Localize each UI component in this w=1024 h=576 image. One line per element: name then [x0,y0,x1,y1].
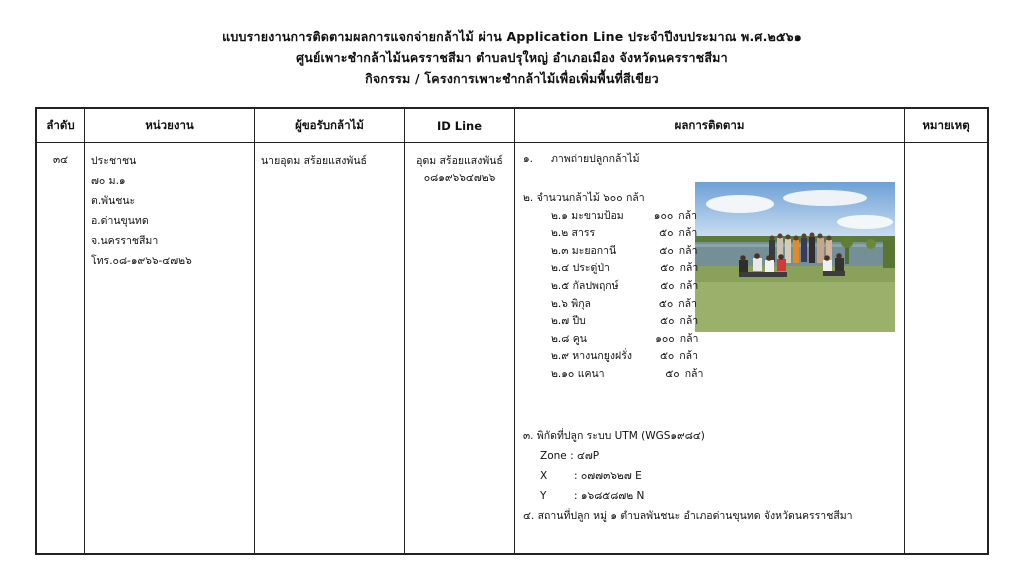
plant-no: ๒.๖ [551,297,568,310]
plant-unit: กล้า [678,244,698,257]
plant-no: ๒.๒ [551,227,569,240]
plant-unit: กล้า [679,262,699,275]
report-activity: กิจกรรม / โครงการเพาะชำกล้าไม้เพื่อเพิ่มพื้นที่สีเขียว [365,71,659,86]
plant-qty: ๕๐ [658,297,674,310]
gps-title: ๓. พิกัดที่ปลูก ระบบ UTM (WGS๑๙๘๔) [523,430,705,442]
plant-name: ประดู่ป่า [572,262,610,275]
report-header [0,26,1024,89]
cell-result [515,143,905,554]
list-item [523,348,703,366]
plant-no: ๒.๙ [551,350,569,363]
plant-no: ๒.๗ [551,315,570,328]
gps-section [523,426,853,526]
report-table [36,108,988,554]
plant-list [523,190,703,384]
agency-line: อ.ด่านขุนทด [91,215,149,227]
requester-name: นายอุดม สร้อยแสงพันธ์ [261,155,367,167]
gps-x [523,466,853,486]
gps-zone: Zone : ๔๗P [540,450,600,462]
report-title: แบบรายงานการติดตามผลการแจกจ่ายกล้าไม้ ผ่าน Application Line ประจำปีงบประมาณ พ.ศ.๒๕๖๑ [222,29,802,44]
plant-qty: ๕๐ [660,262,675,275]
plant-no: ๒.๕ [551,279,570,292]
plant-qty: ๕๐ [659,350,675,363]
table-header-row [37,109,988,143]
col-header-seq: ลำดับ [37,109,85,143]
report-center-name: ศูนย์เพาะชำกล้าไม้นครราชสีมา ตำบลปรุใหญ่ อำเภอเมือง จังหวัดนครราชสีมา [296,50,728,65]
plant-name: มะยอกานี [571,244,617,257]
col-header-note: หมายเหตุ [905,109,988,143]
list-item [523,208,703,226]
plant-name: มะขามป้อม [571,209,624,222]
col-header-requester: ผู้ขอรับกล้าไม้ [255,109,405,143]
list-item [523,260,703,278]
plant-no: ๒.๓ [551,244,569,257]
plant-no: ๒.๑ [551,209,568,222]
plant-qty: ๕๐ [660,315,675,328]
plant-name: ปีบ [572,315,586,328]
planting-location: ๔. สถานที่ปลูก หมู่ ๑ ตำบลพันชนะ อำเภอด่านขุนทด จังหวัดนครราชสีมา [523,510,853,522]
plant-no: ๒.๑๐ [551,367,575,380]
plant-unit: กล้า [679,332,699,345]
cell-requester [255,143,405,554]
plant-qty: ๑๐๐ [653,209,674,222]
plant-unit: กล้า [679,350,698,363]
plant-no: ๒.๘ [551,332,570,345]
report-table-container [35,107,989,555]
gps-x-value: : ๐๗๗๓๖๒๗ E [574,470,642,482]
cell-seq: ๓๔ [37,143,85,554]
plant-qty: ๕๐ [659,227,674,240]
id-line-number: ๐๘๑๙๖๖๔๗๒๖ [423,172,496,184]
gps-y-value: : ๑๖๘๕๘๗๒ N [574,490,645,502]
plant-name: คูน [572,332,587,345]
plant-unit: กล้า [678,297,697,310]
list-item [523,331,703,349]
col-header-agency: หน่วยงาน [85,109,255,143]
plant-unit: กล้า [678,227,698,240]
id-line-name: อุดม สร้อยแสงพันธ์ [416,155,503,167]
plant-unit: กล้า [679,279,699,292]
plant-unit: กล้า [678,209,697,222]
gps-x-label: X [540,470,548,482]
plant-unit: กล้า [684,367,704,380]
cell-agency [85,143,255,554]
list-item [523,278,703,296]
list-item [523,366,703,384]
result-photo-heading [523,151,640,167]
plant-name: หางนกยูงฝรั่ง [572,350,632,363]
col-header-result: ผลการติดตาม [515,109,905,143]
agency-line: จ.นครราชสีมา [91,235,159,247]
plant-name: กัลปพฤกษ์ [572,279,619,292]
plant-count-line: ๒. จำนวนกล้าไม้ ๖๐๐ กล้า [523,192,645,204]
planting-photo-image [695,182,895,332]
agency-line: ต.พันชนะ [91,195,136,207]
planting-photo [695,182,895,332]
plant-qty: ๕๐ [665,367,680,380]
list-item [523,225,703,243]
plant-no: ๒.๔ [551,262,570,275]
plant-name: สารร [571,227,596,240]
plant-qty: ๕๐ [659,244,674,257]
agency-line: ๗๐ ม.๑ [91,175,126,187]
plant-unit: กล้า [679,315,699,328]
cell-note [905,143,988,554]
gps-y [523,486,853,506]
list-item [523,296,703,314]
plant-name: แคนา [577,367,605,380]
col-header-id-line: ID Line [405,109,515,143]
plant-qty: ๕๐ [660,279,675,292]
list-item [523,243,703,261]
table-row [37,143,988,554]
result-photo-number: ๑. [523,153,534,165]
plant-name: พิกุล [571,297,591,310]
cell-id-line [405,143,515,554]
list-item [523,313,703,331]
agency-line: ประชาชน [91,155,137,167]
agency-phone: โทร.๐๘-๑๙๖๖-๔๗๒๖ [91,255,192,267]
plant-qty: ๑๐๐ [655,332,675,345]
result-photo-label: ภาพถ่ายปลูกกล้าไม้ [551,153,640,165]
gps-y-label: Y [540,490,547,502]
